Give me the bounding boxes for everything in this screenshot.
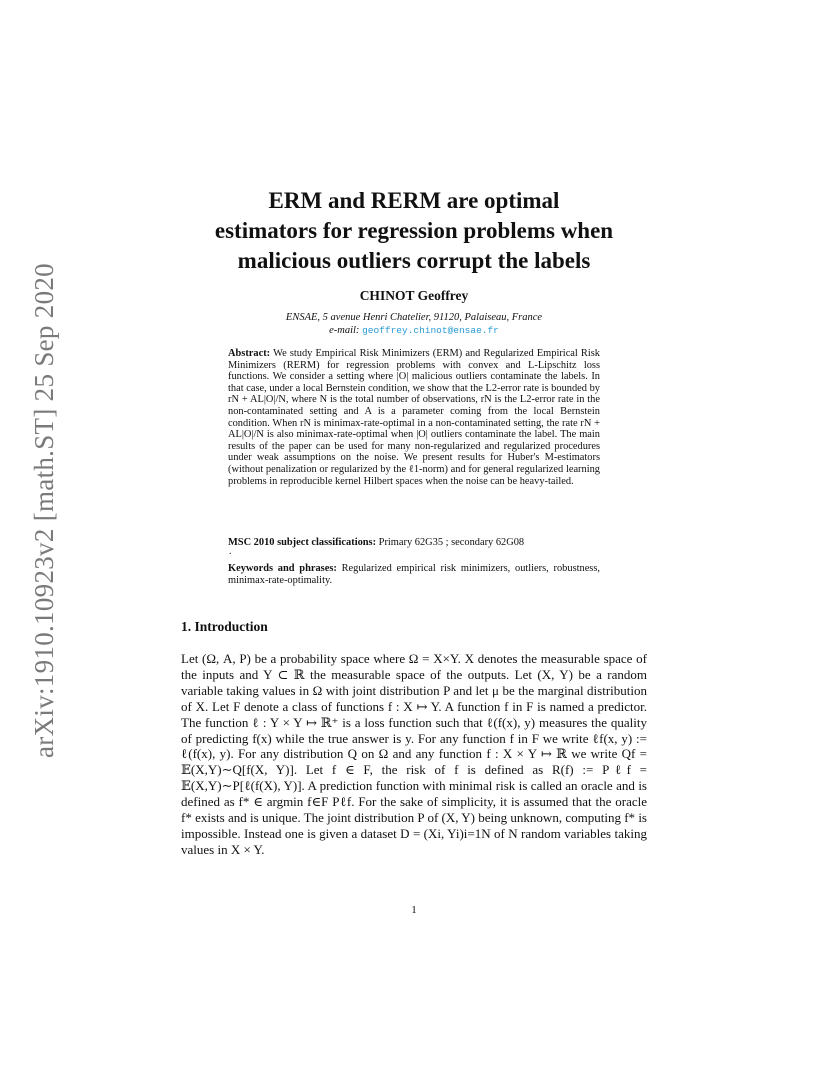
title-line: ERM and RERM are optimal (268, 188, 560, 213)
msc-classification (228, 537, 600, 549)
abstract-label: Abstract: (228, 348, 271, 359)
abstract (228, 348, 600, 487)
affiliation-block (0, 311, 828, 337)
email-link[interactable]: geoffrey.chinot@ensae.fr (362, 325, 499, 336)
email-label: e-mail: (329, 325, 360, 336)
keywords-text: Regularized empirical risk minimizers, outliers, robustness, minimax-rate-optimality. (228, 563, 600, 586)
keywords (228, 563, 600, 586)
msc-label: MSC 2010 subject classifications: (228, 537, 377, 548)
arxiv-identifier: arXiv:1910.10923v2 [math.ST] 25 Sep 2020 (28, 262, 59, 758)
page-number: 1 (411, 904, 417, 916)
keywords-label: Keywords and phrases: (228, 563, 337, 574)
title-line: estimators for regression problems when (214, 218, 614, 243)
introduction-text: Let (Ω, A, P) be a probability space where Ω = X×Y. X denotes the measurable space of the inputs and Y ⊂ ℝ the measurable space of the outputs. Let (X, Y) be a random variable taking values in Ω with joint distribution P and let μ be the marginal distribution of X. Let F denote a class of functions f : X ↦ Y. A function f in F is named a predictor. The function ℓ : Y × Y ↦ ℝ⁺ is a loss function such that ℓ(f(x), y) measures the quality of predicting f(x) while the true answer is y. For any function f in F we write ℓf(x, y) := ℓ(f(x), y). For any distribution Q on Ω and any function f : X × Y ↦ ℝ we write Qf = 𝔼(X,Y)∼Q[f(X, Y)]. Let f ∈ F, the risk of f is defined as R(f) := Pℓf = 𝔼(X,Y)∼P[ℓ(f(X), Y)]. A prediction function with minimal risk is called an oracle and is defined as f* ∈ argmin f∈F Pℓf. For the sake of simplicity, it is assumed that the oracle f* exists and is unique. The joint distribution P of (X, Y) being unknown, computing f* is impossible. Instead one is given a dataset D = (Xi, Yi)i=1N of N random variables taking values in X × Y. (181, 651, 647, 857)
msc-text: Primary 62G35 ; secondary 62G08 (378, 537, 525, 548)
title-line: malicious outliers corrupt the labels (237, 248, 591, 273)
introduction-paragraph (181, 651, 647, 858)
affiliation: ENSAE, 5 avenue Henri Chatelier, 91120, Palaiseau, France (285, 312, 543, 323)
arxiv-stamp (26, 262, 62, 758)
author-name: CHINOT Geoffrey (359, 288, 469, 303)
abstract-text: We study Empirical Risk Minimizers (ERM) and Regularized Empirical Risk Minimizers (RERM) for regression problems with convex and L-Lipschitz loss functions. We consider a setting where |O| malicious outliers contaminate the labels. In that case, under a local Bernstein condition, we show that the L2-error rate is bounded by rN + AL|O|/N, where N is the total number of observations, rN is the L2-error rate in the non-contaminated setting and A is a parameter coming from the local Bernstein condition. When rN is minimax-rate-optimal in a non-contaminated setting, the rate rN + AL|O|/N is also minimax-rate-optimal when |O| outliers contaminate the label. The main results of the paper can be used for many non-regularized and regularized procedures under weak assumptions on the noise. We present results for Huber's M-estimators (without penalization or regularized by the ℓ1-norm) and for general regularized learning problems in reproducible kernel Hilbert spaces when the noise can be heavy-tailed. (228, 348, 600, 487)
msc-dot: . (229, 546, 232, 557)
paper-title (150, 186, 678, 276)
section-heading: 1. Introduction (181, 619, 268, 634)
email-line (0, 324, 828, 337)
